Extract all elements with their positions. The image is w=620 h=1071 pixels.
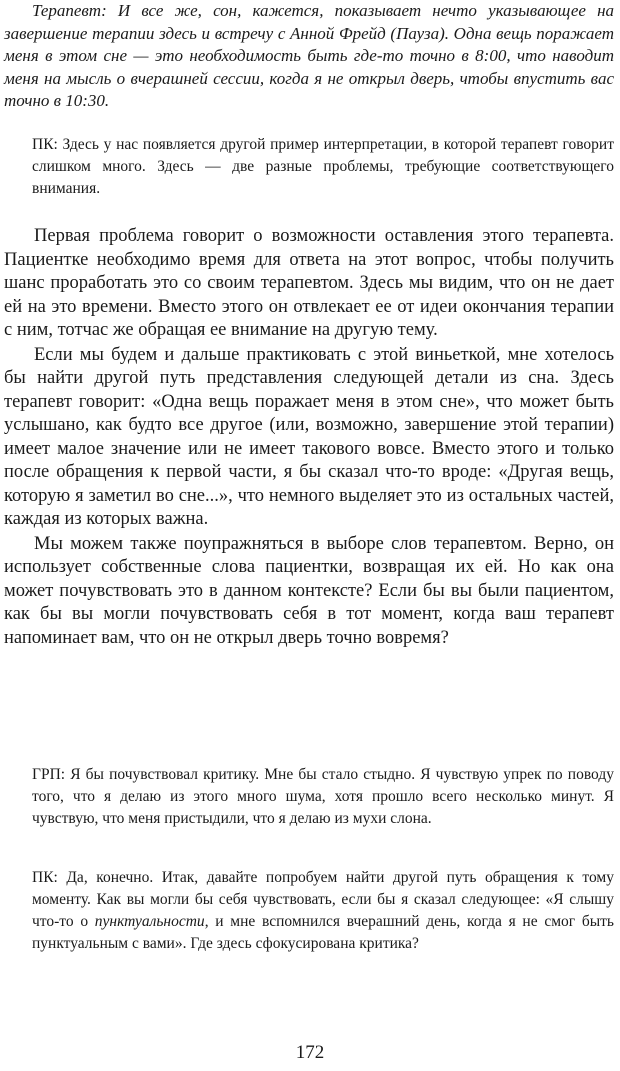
therapist-quote-text: Терапевт: И все же, сон, кажется, показывает нечто указывающее на завершение терапии здесь и встречу с Анной Фрейд (Пауза). Одна вещь поражает меня в этом сне — это необходимость быть где-то точно в 8:00, что наводит меня на мысль о вчерашней сессии, когда я не открыл дверь, чтобы впустить вас точно в 10:30. — [4, 1, 614, 110]
pk-comment-2-before: ПК: Да, конечно. Итак, давайте попробуем найти другой путь обращения к тому моменту. Как вы могли бы себя чувствовать, если бы я сказал следующее: «Я слышу что-то о — [32, 869, 614, 930]
pk-comment-2-text — [32, 867, 614, 955]
body-paragraph-2: Если мы будем и дальше практиковать с этой виньеткой, мне хотелось бы найти другой путь представления следующей детали из сна. Здесь терапевт говорит: «Одна вещь поражает меня в этом сне», что может быть услышано, как будто все другое (или, возможно, завершение этой терапии) имеет малое значение или не имеет такового вовсе. Вместо этого и только после обращения к первой части, я бы сказал что-то вроде: «Другая вещь, которую я заметил во сне...», что немного выделяет это из остальных частей, каждая из которых важна. — [4, 344, 614, 529]
grp-comment — [32, 764, 614, 830]
pk-comment-1-text: ПК: Здесь у нас появляется другой пример интерпретации, в которой терапевт говорит слишком много. Здесь — две разные проблемы, требующие соответствующего внимания. — [32, 136, 614, 197]
body-paragraph-3: Мы можем также поупражняться в выборе слов терапевтом. Верно, он использует собственные слова пациентки, возвращая их ей. Но как она может почувствовать это в данном контексте? Если бы вы были пациентом, как бы вы могли почувствовать себя в тот момент, когда ваш терапевт напоминает вам, что он не открыл дверь точно вовремя? — [4, 533, 614, 648]
pk-comment-1 — [32, 134, 614, 200]
page-number: 172 — [295, 1042, 325, 1063]
body-paragraph-1: Первая проблема говорит о возможности оставления этого терапевта. Пациентке необходимо время для ответа на этот вопрос, чтобы получить шанс проработать это со своим терапевтом. Здесь мы видим, что он не дает ей на это времени. Вместо этого он отвлекает ее от идеи окончания терапии с ним, тотчас же обращая ее внимание на другую тему. — [4, 226, 614, 340]
pk-comment-2-emphasis: пунктуальности — [94, 913, 205, 930]
pk-comment-2 — [32, 867, 614, 955]
therapist-quote — [4, 0, 614, 113]
pk-comment-2-after: , и мне вспомнился вчерашний день, когда я не смог быть пунктуальным с вами». Где здесь сфокусирована критика? — [32, 913, 614, 952]
grp-comment-text: ГРП: Я бы почувствовал критику. Мне бы стало стыдно. Я чувствую упрек по поводу того, что я делаю из этого много шума, хотя прошло всего несколько минут. Я чувствую, что меня пристыдили, что я делаю из мухи слона. — [32, 766, 614, 827]
body-text — [4, 225, 614, 650]
